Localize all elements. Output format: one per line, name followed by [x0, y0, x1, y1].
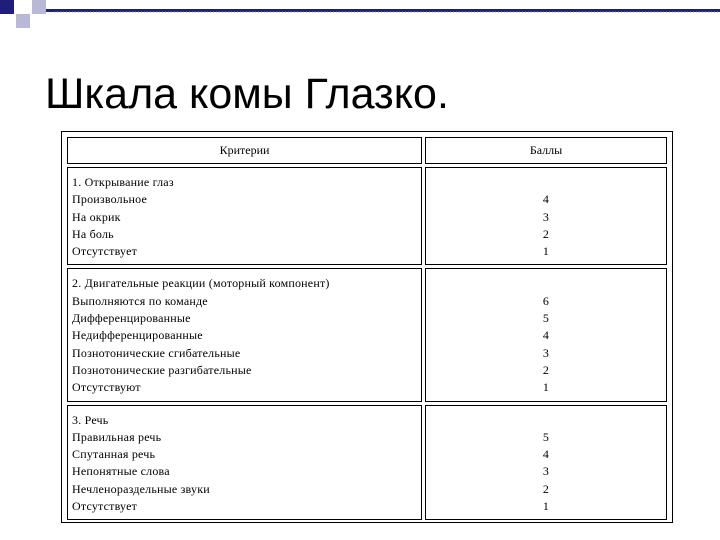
- score-value: 5: [542, 311, 550, 326]
- criterion-label: Дифференцированные: [72, 311, 191, 326]
- score-value: 6: [542, 293, 550, 308]
- header-points: Баллы: [425, 137, 667, 164]
- criterion-label: Отсутствует: [72, 499, 138, 514]
- score-value: 2: [542, 226, 550, 241]
- criterion-label: Нечленораздельные звуки: [72, 481, 210, 496]
- score-spacer: [426, 412, 666, 429]
- score-value: 3: [542, 345, 550, 360]
- section-title: 1. Открывание глаз: [72, 175, 174, 189]
- decor-square: [0, 0, 14, 14]
- criterion-label: Выполняются по команде: [72, 293, 208, 308]
- section-eye-opening: [67, 167, 667, 265]
- score-value: 2: [542, 362, 550, 377]
- section-title: 3. Речь: [72, 412, 109, 427]
- section-scores-cell: [425, 405, 667, 521]
- criterion-label: Отсутствует: [72, 244, 138, 259]
- score-value: 5: [542, 429, 550, 444]
- score-value: 4: [542, 192, 550, 207]
- score-spacer: [426, 174, 666, 191]
- section-criteria-cell: [67, 167, 422, 265]
- glasgow-scale-table: [64, 134, 670, 523]
- score-value: 3: [542, 464, 550, 479]
- table-header-row: [67, 137, 667, 164]
- score-value: 1: [542, 499, 550, 514]
- section-criteria-cell: [67, 268, 422, 401]
- slide-decoration: [0, 0, 720, 34]
- score-spacer: [426, 275, 666, 292]
- criterion-label: Произвольное: [72, 192, 148, 207]
- score-value: 1: [542, 244, 550, 259]
- section-scores-cell: [425, 268, 667, 401]
- criterion-label: На боль: [72, 226, 114, 241]
- header-criteria: Критерии: [67, 137, 422, 164]
- criterion-label: Отсутствуют: [72, 380, 141, 395]
- section-speech: [67, 405, 667, 521]
- section-scores-cell: [425, 167, 667, 265]
- criterion-label: Спутанная речь: [72, 447, 156, 462]
- criterion-label: На окрик: [72, 209, 121, 224]
- score-value: 4: [542, 447, 550, 462]
- slide-title: Шкала комы Глазко.: [45, 70, 449, 118]
- decor-square: [16, 14, 30, 28]
- score-value: 4: [542, 328, 550, 343]
- section-motor-response: [67, 268, 667, 401]
- score-value: 2: [542, 481, 550, 496]
- criterion-label: Правильная речь: [72, 429, 162, 444]
- criterion-label: Познотонические разгибательные: [72, 362, 252, 377]
- score-value: 3: [542, 209, 550, 224]
- criterion-label: Непонятные слова: [72, 464, 170, 479]
- criterion-label: Недифференцированные: [72, 328, 203, 343]
- decor-square: [32, 0, 46, 14]
- glasgow-scale-table-frame: [61, 131, 673, 523]
- criterion-label: Познотонические сгибательные: [72, 345, 241, 360]
- section-criteria-cell: [67, 405, 422, 521]
- score-value: 1: [542, 380, 550, 395]
- section-title: 2. Двигательные реакции (моторный компонент): [72, 276, 330, 291]
